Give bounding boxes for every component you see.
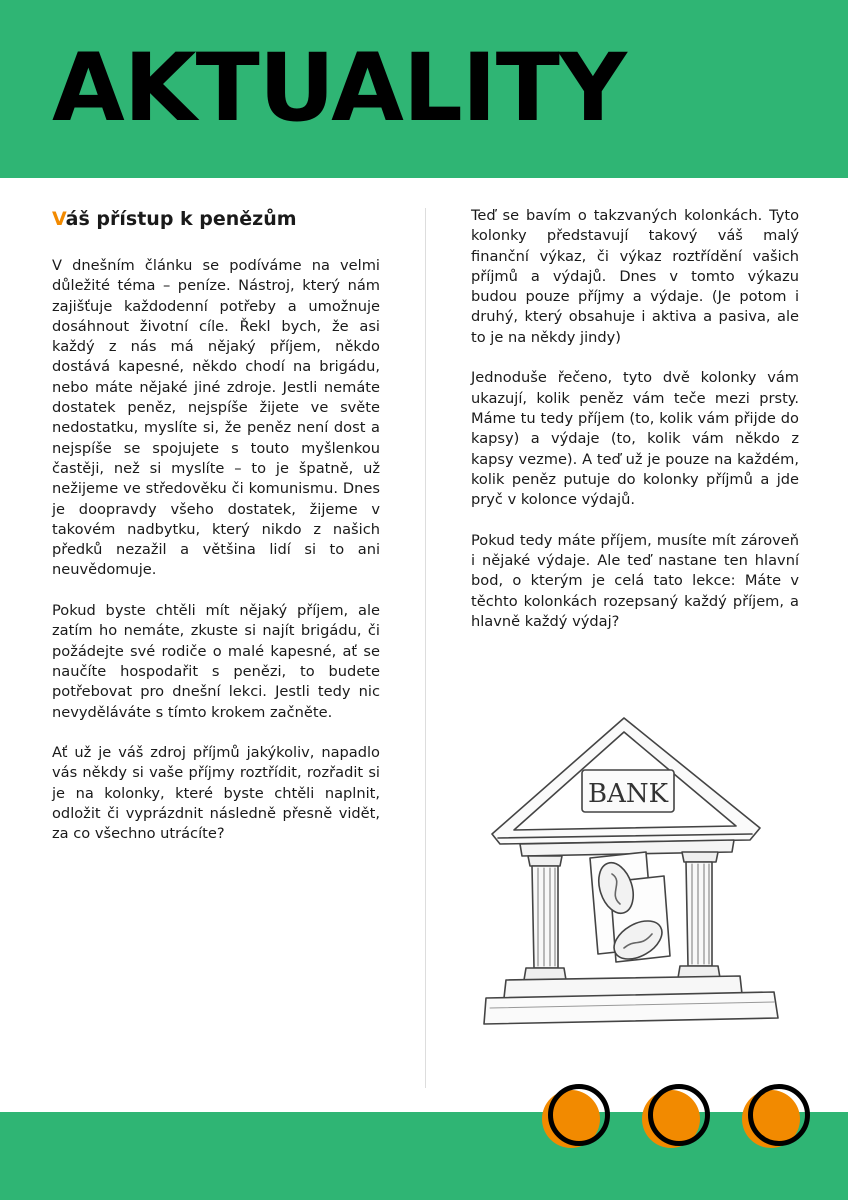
bank-building-icon xyxy=(478,712,798,1032)
coin-ring xyxy=(548,1084,610,1146)
header-banner xyxy=(0,0,848,178)
coin-ring xyxy=(648,1084,710,1146)
paragraph: Ať už je váš zdroj příjmů jakýkoliv, napadlo vás někdy si vaše příjmy roztřídit, rozřadit si je na kolonky, které byste chtěli naplnit, odložit či vyprázdnit následně přesně vidět, za co všechno utrácíte? xyxy=(52,744,380,843)
heading-text: áš přístup k penězům xyxy=(65,208,297,230)
coin-icon xyxy=(642,1084,708,1150)
coin-icon xyxy=(742,1084,808,1150)
paragraph: Pokud tedy máte příjem, musíte mít zároveň i nějaké výdaje. Ale teď nastane ten hlavní bod, o kterým je celá tato lekce: Máte v těchto kolonkách rozepsaný každý příjem, a hlavně každý výdaj? xyxy=(471,531,799,630)
coin-ring xyxy=(748,1084,810,1146)
paragraph: Pokud byste chtěli mít nějaký příjem, ale zatím ho nemáte, zkuste si najít brigádu, či požádejte své rodiče o malé kapesné, ať se naučíte hospodařit s penězi, to budete potřebovat pro dnešní lekci. Jestli tedy nic nevyděláváte s tímto krokem začněte. xyxy=(52,602,380,721)
heading-accent-letter: V xyxy=(52,208,66,230)
page-title: AKTUALITY xyxy=(52,34,626,143)
article-heading xyxy=(52,208,297,230)
bank-sign-text: BANK xyxy=(587,779,669,809)
paragraph: Teď se bavím o takzvaných kolonkách. Tyto kolonky představují takový váš malý finanční výkaz, či výkaz roztřídění vašich příjmů a výdajů. Dnes v tomto výkazu budou pouze příjmy a výdaje. (Je potom i druhý, který obsahuje i aktiva a pasiva, ale to je na někdy jindy) xyxy=(471,207,799,346)
right-column xyxy=(471,206,799,653)
column-divider xyxy=(425,208,426,1088)
paragraph: V dnešním článku se podíváme na velmi důležité téma – peníze. Nástroj, který nám zajišťuje každodenní potřeby a umožnuje dosáhnout životní cíle. Řekl bych, že asi každý z nás má nějaký příjem, někdo dostává kapesné, někdo chodí na brigádu, nebo máte nějaké jiné zdroje. Jestli nemáte dostatek peněz, nejspíše žijete ve světe nedostatku, myslíte si, že peněz není dost a nejspíše se spojujete s touto myšlenkou častěji, než si myslíte – to je špatně, už nežijeme ve středověku či komunismu. Dnes je doopravdy všeho dostatek, žijeme v takovém nadbytku, který nikdo z našich předků nezažil a většina lidí si to ani neuvědomuje. xyxy=(52,257,380,579)
footer-banner xyxy=(0,1112,848,1200)
paragraph: Jednoduše řečeno, tyto dvě kolonky vám ukazují, kolik peněz vám teče mezi prsty. Máme tu tedy příjem (to, kolik vám přijde do kapsy) a výdaje (to, kolik vám někdo z kapsy vezme). A teď už je pouze na každém, kolik peněz putuje do kolonky příjmů a jde pryč v kolonce výdajů. xyxy=(471,369,799,509)
coin-icon xyxy=(542,1084,608,1150)
left-column xyxy=(52,256,380,865)
